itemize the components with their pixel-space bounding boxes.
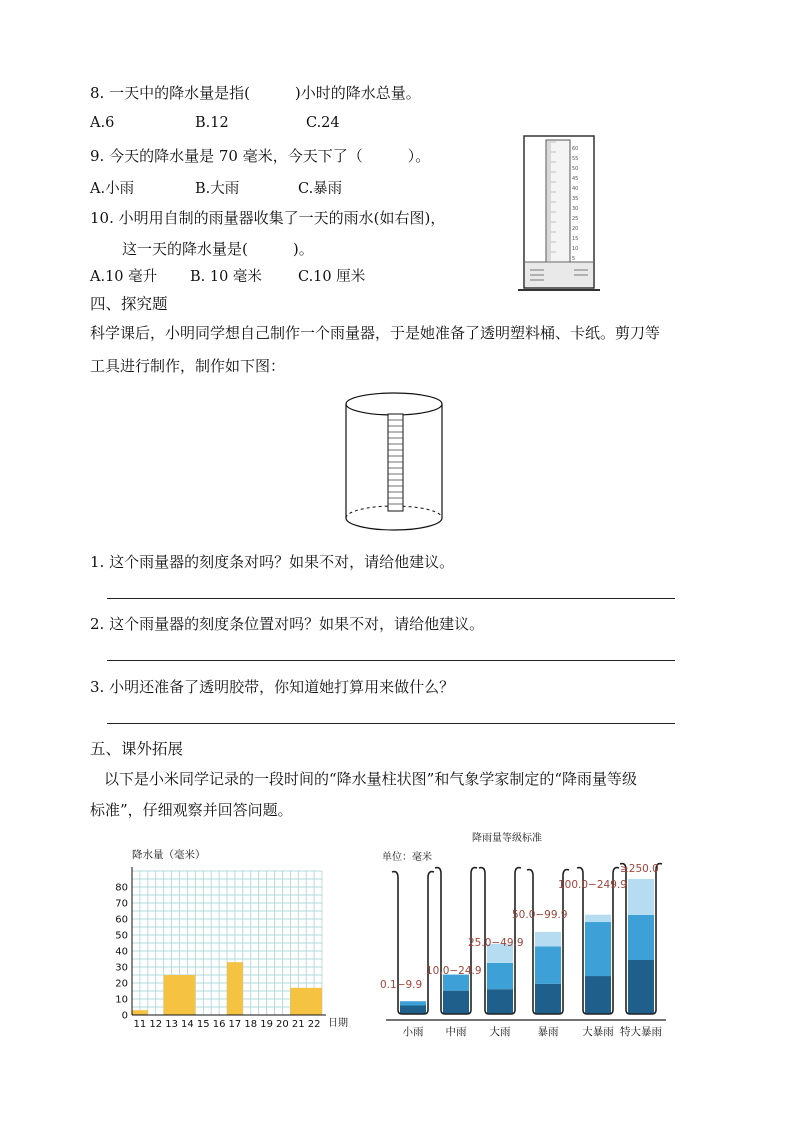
q10-option-b: B. 10 毫米 [190,269,262,285]
rain-gauge-illustration [518,134,600,292]
question-10-line2: 这一天的降水量是( )。 [122,240,314,258]
gauge-label: 55 [572,156,579,162]
chart2-range-label: 10.0−24.9 [426,965,482,977]
chart2-tube-outline [392,872,434,1014]
chart2-water-mid [628,915,654,960]
chart1-ytick: 30 [115,962,128,974]
chart2-category-label: 中雨 [445,1026,467,1038]
chart1-ytick: 40 [115,946,128,958]
chart2-water-dark [585,976,611,1014]
chart2-water-mid [400,1001,426,1005]
chart1-ytick: 0 [121,1010,128,1022]
chart1-x-tick-labels [134,1019,321,1030]
chart2-range-label: 50.0−99.9 [512,909,568,921]
gauge-label: 5 [572,256,576,262]
chart2-tube-3 [527,870,569,1014]
chart1-bar-22 [306,988,322,1015]
chart2-category-label: 大暴雨 [582,1026,614,1038]
chart2-unit: 单位：毫米 [382,852,432,863]
gauge-label: 25 [572,216,579,222]
chart2-water-dark [443,991,469,1014]
chart1-xtick: 14 [181,1019,194,1030]
chart1-xtick: 18 [244,1019,258,1030]
chart1-xtick: 12 [149,1019,163,1030]
chart2-title: 降雨量等级标准 [472,833,542,844]
chart2-category-labels [403,1025,663,1038]
chart1-xtick: 17 [228,1019,242,1030]
chart2-tube-0 [392,872,434,1014]
question-8: 8. 一天中的降水量是指( )小时的降水总量。 [90,84,421,102]
q10-option-a: A.10 毫升 [90,269,158,285]
chart2-water-dark [535,984,561,1014]
chart2-range-label: 25.0−49.9 [468,937,524,949]
scale-strip [388,414,403,511]
chart1-bar-13 [164,975,180,1015]
bucket-bottom-front [346,518,442,530]
bucket-rain-gauge-drawing [342,390,446,534]
section-4-item-3: 3. 小明还准备了透明胶带，你知道她打算用来做什么？ [90,678,455,696]
chart2-category-label: 小雨 [402,1026,424,1038]
section-5-intro-line2: 标准”，仔细观察并回答问题。 [90,801,293,819]
chart2-water-mid [585,922,611,976]
chart1-xtick: 22 [307,1019,321,1030]
q9-option-b: B.大雨 [195,181,240,197]
chart2-water-light [628,879,654,915]
section-4-intro-line1: 科学课后，小明同学想自己制作一个雨量器，于是她准备了透明塑料桶、卡纸。剪刀等 [90,324,661,342]
rainfall-level-standard-chart [378,828,676,1043]
chart1-ytick: 50 [115,930,128,942]
chart2-water-mid [535,946,561,983]
chart1-bar-14 [180,975,196,1015]
gauge-label: 15 [572,236,579,242]
gauge-label: 30 [572,206,579,212]
chart1-xtick: 19 [260,1019,273,1030]
gauge-label: 60 [572,146,579,152]
gauge-label: 20 [572,226,579,232]
chart1-ytick: 80 [115,882,128,894]
chart1-y-tick-labels [115,883,128,1022]
chart1-ytick: 20 [115,978,128,990]
section-4-title: 四、探究题 [90,295,168,313]
q8-option-c: C.24 [306,115,340,131]
question-10-line1: 10. 小明用自制的雨量器收集了一天的雨水(如右图)， [90,209,446,227]
chart2-range-label: 100.0−249.9 [558,879,627,891]
answer-line-1[interactable] [107,598,675,599]
chart2-water-light [585,915,611,922]
chart1-xlabel: 日期 [328,1018,348,1029]
precipitation-bar-chart [100,845,360,1035]
chart2-water-dark [400,1005,426,1014]
chart2-water-dark [487,989,513,1014]
gauge-label: 10 [572,246,579,252]
gauge-scale-strip [546,140,570,262]
chart2-water-light [535,932,561,946]
chart2-category-label: 特大暴雨 [620,1026,662,1038]
chart1-bar-17 [227,962,243,1015]
chart1-ytick: 60 [115,914,128,926]
q8-option-a: A.6 [90,115,115,131]
chart2-range-label: ≥250.0 [620,863,659,875]
section-4-item-1: 1. 这个雨量器的刻度条对吗？如果不对，请给他建议。 [90,553,455,571]
chart1-xtick: 15 [196,1019,210,1030]
section-4-intro-line2: 工具进行制作，制作如下图： [90,357,286,375]
answer-line-3[interactable] [107,723,675,724]
chart2-range-labels [380,863,659,991]
chart1-xtick: 13 [165,1019,178,1030]
section-4-item-2: 2. 这个雨量器的刻度条位置对吗？如果不对，请给他建议。 [90,615,485,633]
chart2-category-label: 暴雨 [537,1026,559,1038]
gauge-label: 45 [572,176,579,182]
question-9: 9. 今天的降水量是 70 毫米，今天下了（ ）。 [90,147,431,165]
chart1-xtick: 16 [212,1019,226,1030]
chart2-category-label: 大雨 [489,1026,511,1038]
q9-option-c: C.暴雨 [298,181,343,197]
bucket-rim [346,393,442,415]
q8-option-b: B.12 [195,115,229,131]
gauge-label: 35 [572,196,579,202]
section-5-title: 五、课外拓展 [90,740,184,758]
chart1-bar-21 [290,988,306,1015]
q9-option-a: A.小雨 [90,181,135,197]
chart2-range-label: 0.1−9.9 [380,979,423,991]
chart1-ylabel: 降水量（毫米） [132,849,206,861]
gauge-label: 50 [572,166,579,172]
gauge-label: 40 [572,186,579,192]
chart1-ytick: 10 [115,994,128,1006]
chart2-water-dark [628,960,654,1014]
chart1-ytick: 70 [115,898,128,910]
chart1-xtick: 20 [276,1019,289,1030]
section-5-intro-line1: 以下是小米同学记录的一段时间的“降水量柱状图”和气象学家制定的“降雨量等级 [104,770,638,788]
chart1-bar-11 [132,1010,148,1015]
chart2-water-mid [487,963,513,989]
chart1-xtick: 21 [291,1019,305,1030]
chart1-xtick: 11 [133,1019,147,1030]
q10-option-c: C.10 厘米 [298,269,366,285]
answer-line-2[interactable] [107,660,675,661]
